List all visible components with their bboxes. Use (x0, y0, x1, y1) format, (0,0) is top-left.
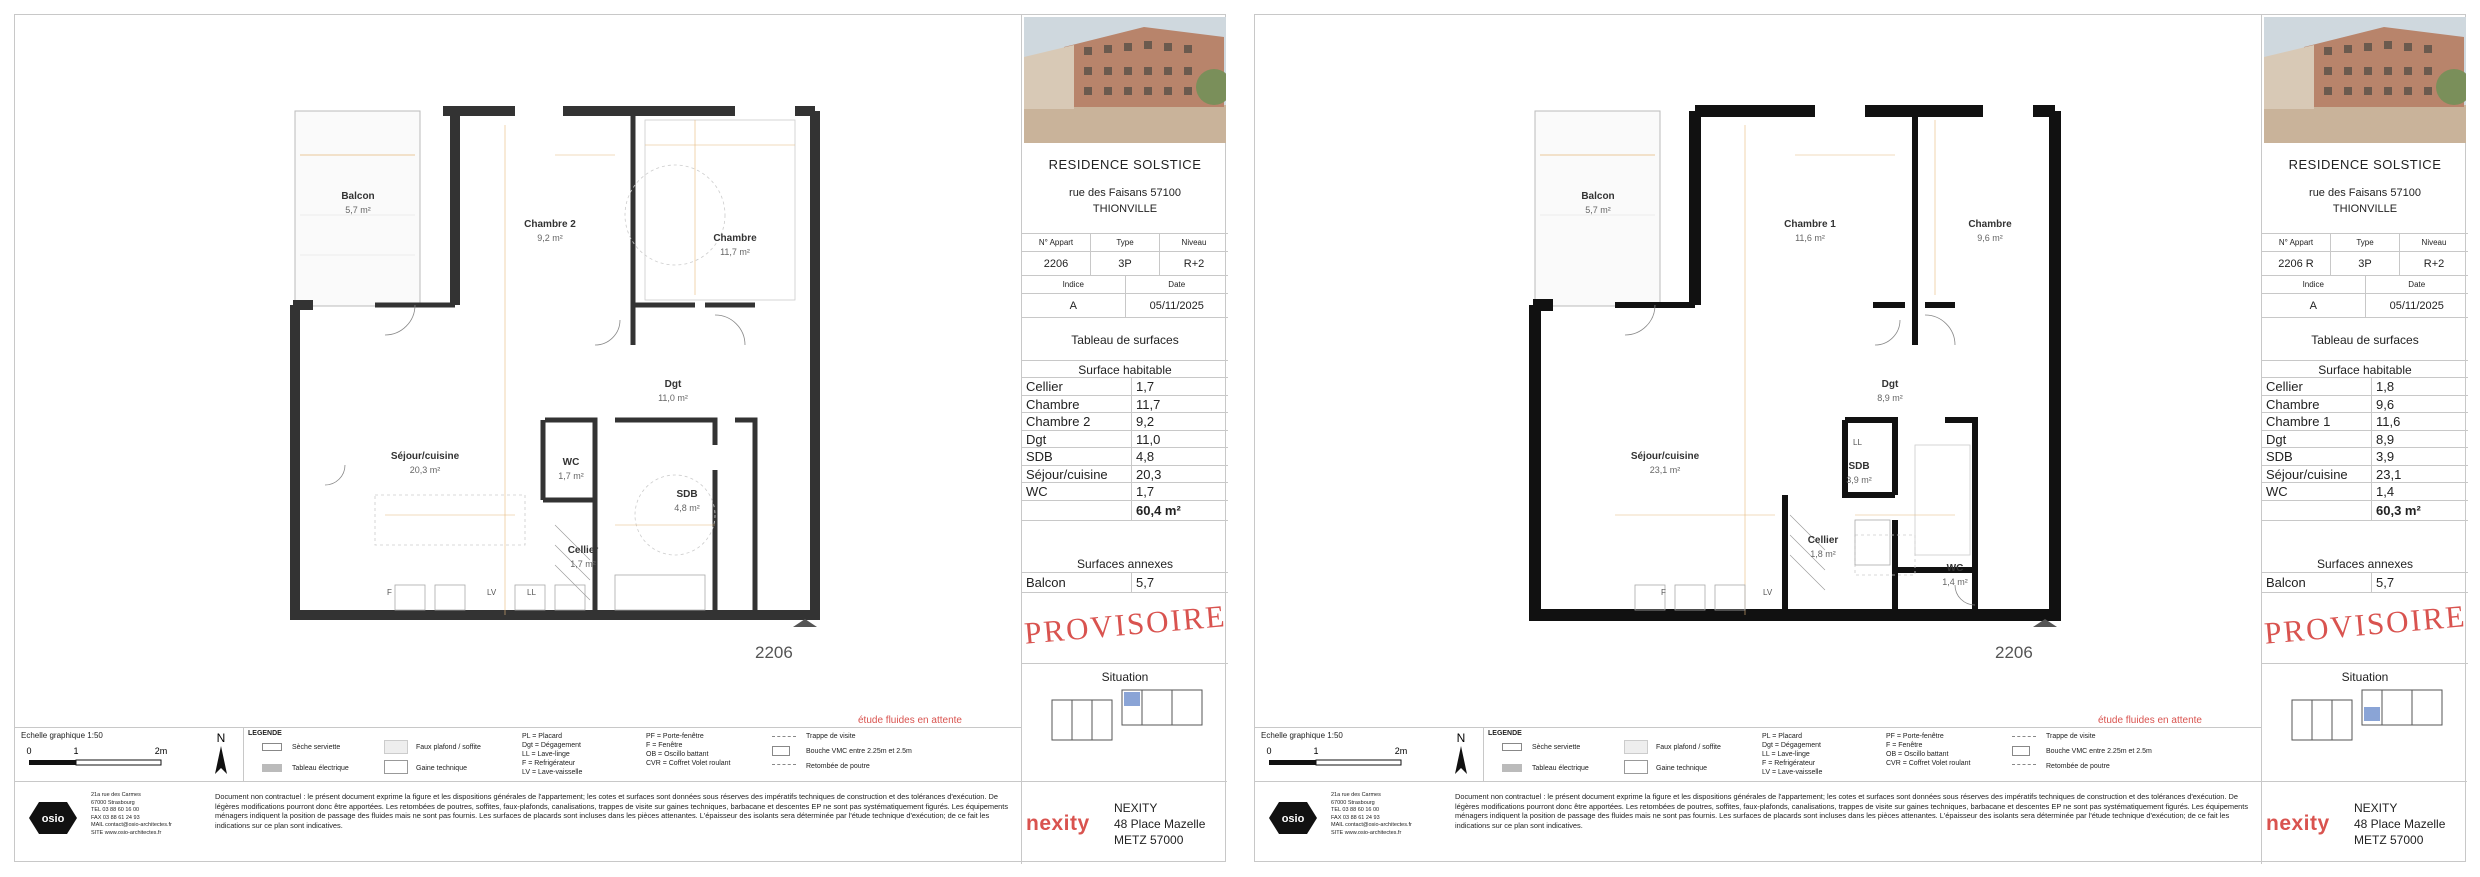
seche-serviette-icon (262, 743, 282, 751)
indice: A (1022, 294, 1126, 318)
svg-text:9,6 m²: 9,6 m² (1977, 233, 2003, 243)
provisoire-stamp: PROVISOIRE (1022, 598, 1228, 651)
room-label-dgt: Dgt (1881, 379, 1899, 390)
osio-address: 21a rue des Carmes 67000 Strasbourg TEL 03 88 60 16 00 FAX 03 88 61 24 93 MAIL contact@osio-architectes.fr SITE www.osio-architectes.fr (1331, 792, 1412, 836)
residence-photo (1024, 17, 1226, 143)
surfaces-table (2262, 378, 2468, 521)
svg-text:9,2 m²: 9,2 m² (537, 233, 563, 243)
tableau-icon (1502, 764, 1522, 772)
date: 05/11/2025 (2366, 294, 2469, 318)
situation-map (1032, 685, 1218, 745)
vmc-icon (2012, 746, 2030, 756)
indice-grid: Indice Date A 05/11/2025 (2262, 275, 2468, 318)
nexity-block (2261, 782, 2467, 864)
room-label-cellier: Cellier (1807, 535, 1839, 546)
svg-text:2m: 2m (154, 746, 168, 756)
table-row: WC 1,4 (2262, 483, 2468, 501)
plan-sheet (14, 14, 1226, 862)
tableau-icon (262, 764, 282, 772)
situation-label: Situation (1022, 663, 1228, 684)
legend: LEGENDE Sèche serviette Tableau électrique Faux plafond / soffite Gaine technique PL = Placard Dgt = Dégagement LL = Lave-linge F = Refrigérateur LV = Lave-vaisselle PF = Porte-fenêtre F = Fenêtre OB = Oscillo battant CVR = Coffret Volet roulant Trappe de visite Bouche VMC entre 2.25m et 2.5m Retombée de poutre (243, 728, 1021, 782)
osio-address: 21a rue des Carmes 67000 Strasbourg TEL 03 88 60 16 00 FAX 03 88 61 24 93 MAIL contact@osio-architectes.fr SITE www.osio-architectes.fr (91, 792, 172, 836)
surface-habitable-label: Surface habitable (2262, 360, 2468, 378)
retombee-icon (2012, 764, 2036, 768)
room-label-dgt: Dgt (664, 379, 682, 390)
table-row: Balcon 5,7 (2262, 573, 2468, 593)
room-label-sdb: SDB (1848, 461, 1870, 472)
room-label-sejour: Séjour/cuisine (1630, 451, 1700, 462)
seche-serviette-icon (1502, 743, 1522, 751)
table-row: Chambre 2 9,2 (1022, 413, 1228, 431)
disclaimer: Document non contractuel : le présent document exprime la figure et les dispositions générales de l'appartement; les cotes et surfaces sont données sous réserves des impératifs techniques de construction et des tolérances d'exécution. De légères modifications pourront donc être apportées. Les retombées de poutres, soffites, faux-plafonds, canalisations, trappes de visite sur gaines techniques, barbacane et descentes EP ne sont pas systématiquement figurés. Les équipements ménagers indiquent la position de passage des fluides mais ne sont pas fournis. Les surfaces de placards sont incluses dans les pièces attenantes. L'épaisseur des isolants sera déterminée par l'étude technique d'exécution; de ce fait les indications sur ce plan sont indicatives. (215, 792, 1009, 830)
surface-total: 60,3 m² (2262, 501, 2468, 521)
table-row: SDB 4,8 (1022, 448, 1228, 466)
plan-sheet (1254, 14, 2466, 862)
table-row: Dgt 11,0 (1022, 431, 1228, 449)
surfaces-title: Tableau de surfaces (2311, 333, 2419, 347)
residence-address: rue des Faisans 57100 THIONVILLE (1069, 187, 1181, 215)
lot-number: 2206 (1995, 643, 2033, 662)
situation-label: Situation (2262, 663, 2468, 684)
scale-label: Echelle graphique 1:50 (1261, 731, 1343, 740)
floor-plan-drawing (1255, 15, 2261, 727)
svg-text:20,3 m²: 20,3 m² (409, 465, 441, 475)
svg-text:1,7 m²: 1,7 m² (570, 559, 596, 569)
lot-number: 2206 (755, 643, 793, 662)
room-label-balcon: Balcon (1581, 191, 1615, 202)
svg-text:F: F (1661, 588, 1666, 597)
svg-text:3,9 m²: 3,9 m² (1846, 475, 1872, 485)
scale-bar (1261, 742, 1411, 772)
room-label-a: Chambre 1 (1784, 219, 1836, 230)
nexity-block (1021, 782, 1227, 864)
svg-text:1: 1 (73, 746, 79, 756)
svg-text:0: 0 (26, 746, 32, 756)
svg-text:LL: LL (527, 588, 536, 597)
svg-text:N: N (1456, 731, 1466, 745)
date: 05/11/2025 (1126, 294, 1229, 318)
osio-logo (25, 798, 81, 838)
surface-habitable-label: Surface habitable (1022, 360, 1228, 378)
room-label-a: Chambre 2 (524, 219, 576, 230)
floor-plan (15, 15, 1021, 727)
footer (15, 781, 1227, 863)
table-row: Chambre 9,6 (2262, 396, 2468, 414)
table-row: Balcon 5,7 (1022, 573, 1228, 593)
svg-text:23,1 m²: 23,1 m² (1649, 465, 1681, 475)
info-panel (2261, 15, 2467, 863)
room-label-wc: WC (562, 457, 580, 468)
room-label-sdb: SDB (676, 489, 698, 500)
table-row: SDB 3,9 (2262, 448, 2468, 466)
indice-grid: Indice Date A 05/11/2025 (1022, 275, 1228, 318)
scale-label: Echelle graphique 1:50 (21, 731, 103, 740)
gaine-icon (384, 760, 408, 774)
trappe-icon (772, 736, 796, 740)
table-row: WC 1,7 (1022, 483, 1228, 501)
situation-map (2272, 685, 2458, 745)
gaine-icon (1624, 760, 1648, 774)
appart-number: 2206 (1022, 252, 1091, 276)
scale-bar (21, 742, 171, 772)
appart-type: 3P (2331, 252, 2400, 276)
nexity-logo: nexity (1026, 812, 1090, 835)
svg-text:N: N (216, 731, 226, 745)
svg-text:1: 1 (1313, 746, 1319, 756)
faux-plafond-icon (384, 740, 408, 754)
appart-grid: N° Appart Type Niveau 2206 R 3P R+2 (2262, 233, 2468, 276)
nexity-address: NEXITY 48 Place Mazelle METZ 57000 (2354, 801, 2446, 847)
svg-text:5,7 m²: 5,7 m² (345, 205, 371, 215)
table-row: Chambre 1 11,6 (2262, 413, 2468, 431)
north-arrow-icon (1451, 730, 1471, 778)
floor-plan-drawing (15, 15, 1021, 727)
footer (1255, 781, 2467, 863)
room-label-b: Chambre (1968, 219, 2012, 230)
svg-text:LV: LV (487, 588, 497, 597)
table-row: Séjour/cuisine 20,3 (1022, 466, 1228, 484)
svg-text:11,7 m²: 11,7 m² (720, 247, 750, 257)
fluides-note: étude fluides en attente (858, 715, 962, 726)
provisoire-stamp: PROVISOIRE (2262, 598, 2468, 651)
svg-text:5,7 m²: 5,7 m² (1585, 205, 1611, 215)
faux-plafond-icon (1624, 740, 1648, 754)
indice: A (2262, 294, 2366, 318)
floor-plan (1255, 15, 2261, 727)
room-label-cellier: Cellier (567, 545, 599, 556)
table-row: Cellier 1,8 (2262, 378, 2468, 396)
osio-logo (1265, 798, 1321, 838)
residence-photo (2264, 17, 2466, 143)
disclaimer: Document non contractuel : le présent document exprime la figure et les dispositions générales de l'appartement; les cotes et surfaces sont données sous réserves des impératifs techniques de construction et des tolérances d'exécution. De légères modifications pourront donc être apportées. Les retombées de poutres, soffites, faux-plafonds, canalisations, trappes de visite sur gaines techniques, barbacane et descentes EP ne sont pas systématiquement figurés. Les équipements ménagers indiquent la position de passage des fluides mais ne sont pas fournis. Les surfaces de placards sont incluses dans les pièces attenantes. L'épaisseur des isolants sera déterminée par l'étude technique d'exécution; de ce fait les indications sur ce plan sont indicatives. (1455, 792, 2249, 830)
svg-text:osio: osio (1281, 813, 1305, 825)
table-row: Séjour/cuisine 23,1 (2262, 466, 2468, 484)
svg-text:11,0 m²: 11,0 m² (658, 393, 688, 403)
svg-text:2m: 2m (1394, 746, 1408, 756)
svg-text:1,4 m²: 1,4 m² (1942, 577, 1968, 587)
trappe-icon (2012, 736, 2036, 740)
fluides-note: étude fluides en attente (2098, 715, 2202, 726)
svg-text:1,7 m²: 1,7 m² (558, 471, 584, 481)
svg-text:4,8 m²: 4,8 m² (674, 503, 700, 513)
annexes-title: Surfaces annexes (1022, 555, 1228, 573)
info-panel (1021, 15, 1227, 863)
residence-name: RESIDENCE SOLSTICE (1048, 157, 1202, 172)
legend: LEGENDE Sèche serviette Tableau électrique Faux plafond / soffite Gaine technique PL = Placard Dgt = Dégagement LL = Lave-linge F = Refrigérateur LV = Lave-vaisselle PF = Porte-fenêtre F = Fenêtre OB = Oscillo battant CVR = Coffret Volet roulant Trappe de visite Bouche VMC entre 2.25m et 2.5m Retombée de poutre (1483, 728, 2261, 782)
appart-number: 2206 R (2262, 252, 2331, 276)
room-label-b: Chambre (713, 233, 757, 244)
appart-niveau: R+2 (2400, 252, 2468, 276)
surface-total: 60,4 m² (1022, 501, 1228, 521)
room-label-wc: WC (1946, 563, 1964, 574)
svg-text:F: F (387, 588, 392, 597)
nexity-address: NEXITY 48 Place Mazelle METZ 57000 (1114, 801, 1206, 847)
room-label-sejour: Séjour/cuisine (390, 451, 460, 462)
svg-text:LV: LV (1763, 588, 1773, 597)
table-row: Cellier 1,7 (1022, 378, 1228, 396)
svg-text:0: 0 (1266, 746, 1272, 756)
residence-address: rue des Faisans 57100 THIONVILLE (2309, 187, 2421, 215)
annexes-title: Surfaces annexes (2262, 555, 2468, 573)
vmc-icon (772, 746, 790, 756)
svg-text:1,8 m²: 1,8 m² (1810, 549, 1836, 559)
residence-name: RESIDENCE SOLSTICE (2288, 157, 2442, 172)
retombee-icon (772, 764, 796, 768)
appart-grid: N° Appart Type Niveau 2206 3P R+2 (1022, 233, 1228, 276)
svg-text:11,6 m²: 11,6 m² (1795, 233, 1825, 243)
svg-text:osio: osio (41, 813, 65, 825)
room-label-balcon: Balcon (341, 191, 375, 202)
appart-type: 3P (1091, 252, 1160, 276)
legend-bar (15, 727, 1021, 781)
table-row: Chambre 11,7 (1022, 396, 1228, 414)
surfaces-title: Tableau de surfaces (1071, 333, 1179, 347)
appart-niveau: R+2 (1160, 252, 1228, 276)
legend-bar (1255, 727, 2261, 781)
table-row: Dgt 8,9 (2262, 431, 2468, 449)
nexity-logo: nexity (2266, 812, 2330, 835)
north-arrow-icon (211, 730, 231, 778)
svg-text:LL: LL (1853, 438, 1862, 447)
svg-text:8,9 m²: 8,9 m² (1877, 393, 1903, 403)
surfaces-table (1022, 378, 1228, 521)
